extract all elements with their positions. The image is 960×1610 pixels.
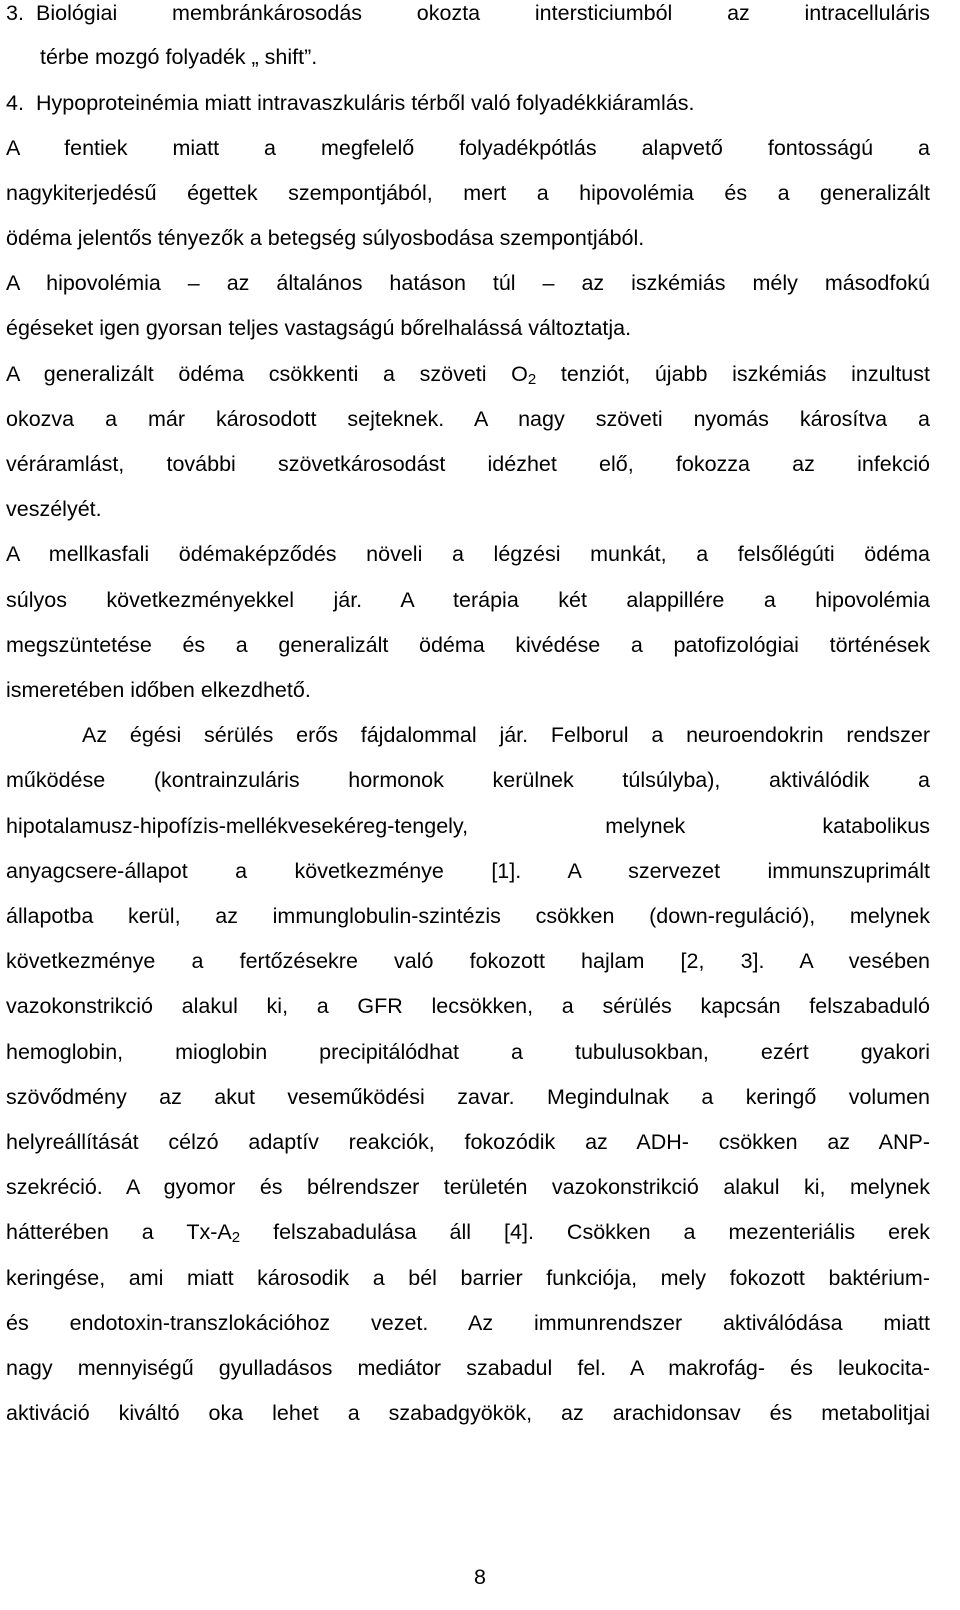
paragraph-5-line: következménye a fertőzésekre való fokozott hajlam [2, 3]. A vesében <box>6 949 930 973</box>
paragraph-1-line: A fentiek miatt a megfelelő folyadékpótlás alapvető fontosságú a <box>6 136 930 160</box>
list-number: 4. <box>6 91 24 115</box>
paragraph-1-line: nagykiterjedésű égettek szempontjából, mert a hipovolémia és a generalizált <box>6 181 930 205</box>
paragraph-5-line: szövődmény az akut veseműködési zavar. Megindulnak a keringő volumen <box>6 1085 930 1109</box>
paragraph-5-line: állapotba kerül, az immunglobulin-szintézis csökken (down-reguláció), melynek <box>6 904 930 928</box>
paragraph-3-line <box>6 361 930 387</box>
paragraph-3-line: véráramlást, további szövetkárosodást idézhet elő, fokozza az infekció <box>6 452 930 476</box>
paragraph-1-line: ödéma jelentős tényezők a betegség súlyosbodása szempontjából. <box>6 226 645 250</box>
paragraph-2-line: égéseket igen gyorsan teljes vastagságú bőrelhalássá változtatja. <box>6 316 632 340</box>
paragraph-2-line: A hipovolémia – az általános hatáson túl – az iszkémiás mély másodfokú <box>6 271 930 295</box>
paragraph-3-line: okozva a már károsodott sejteknek. A nagy szöveti nyomás károsítva a <box>6 407 930 431</box>
paragraph-5-line: és endotoxin-transzlokációhoz vezet. Az immunrendszer aktiválódása miatt <box>6 1311 930 1335</box>
paragraph-5-line <box>6 1219 930 1245</box>
paragraph-5-line: aktiváció kiváltó oka lehet a szabadgyökök, az arachidonsav és metabolitjai <box>6 1401 930 1425</box>
paragraph-5-line: vazokonstrikció alakul ki, a GFR lecsökken, a sérülés kapcsán felszabaduló <box>6 994 930 1018</box>
list-item-4 <box>6 90 930 116</box>
paragraph-5-line: helyreállítását célzó adaptív reakciók, fokozódik az ADH- csökken az ANP- <box>6 1130 930 1154</box>
text-fragment: hátterében a Tx-A <box>6 1220 232 1244</box>
subscript: 2 <box>231 1229 241 1246</box>
paragraph-5-line: anyagcsere-állapot a következménye [1]. A szervezet immunszuprimált <box>6 859 930 883</box>
paragraph-4-line: súlyos következményekkel jár. A terápia két alappillére a hipovolémia <box>6 588 930 612</box>
text-fragment: tenziót, újabb iszkémiás inzultust <box>536 362 930 386</box>
list-text: Biológiai membránkárosodás okozta intersticiumból az intracelluláris <box>36 1 930 25</box>
paragraph-4-line: ismeretében időben elkezdhető. <box>6 678 311 702</box>
paragraph-5-line: hipotalamusz-hipofízis-mellékvesekéreg-tengely, melynek katabolikus <box>6 814 930 838</box>
list-number: 3. <box>6 1 24 25</box>
page-number: 8 <box>474 1565 486 1589</box>
subscript: 2 <box>527 371 537 388</box>
paragraph-5-line: nagy mennyiségű gyulladásos mediátor szabadul fel. A makrofág- és leukocita- <box>6 1356 930 1380</box>
text-fragment: felszabadulása áll [4]. Csökken a mezenteriális erek <box>240 1220 930 1244</box>
list-item-3-line-1 <box>6 0 930 26</box>
list-item-3-line-2: térbe mozgó folyadék „ shift”. <box>40 45 318 69</box>
list-text: Hypoproteinémia miatt intravaszkuláris térből való folyadékkiáramlás. <box>36 91 695 115</box>
paragraph-3-line: veszélyét. <box>6 497 102 521</box>
text-fragment: A generalizált ödéma csökkenti a szöveti O <box>6 362 528 386</box>
paragraph-5-line: hemoglobin, mioglobin precipitálódhat a tubulusokban, ezért gyakori <box>6 1040 930 1064</box>
paragraph-5-line: szekréció. A gyomor és bélrendszer területén vazokonstrikció alakul ki, melynek <box>6 1175 930 1199</box>
paragraph-5-line: Az égési sérülés erős fájdalommal jár. Felborul a neuroendokrin rendszer <box>82 723 930 747</box>
paragraph-5-line: keringése, ami miatt károsodik a bél barrier funkciója, mely fokozott baktérium- <box>6 1266 930 1290</box>
paragraph-5-line: működése (kontrainzuláris hormonok kerülnek túlsúlyba), aktiválódik a <box>6 768 930 792</box>
paragraph-4-line: megszüntetése és a generalizált ödéma kivédése a patofizológiai történések <box>6 633 930 657</box>
paragraph-4-line: A mellkasfali ödémaképződés növeli a légzési munkát, a felsőlégúti ödéma <box>6 542 930 566</box>
